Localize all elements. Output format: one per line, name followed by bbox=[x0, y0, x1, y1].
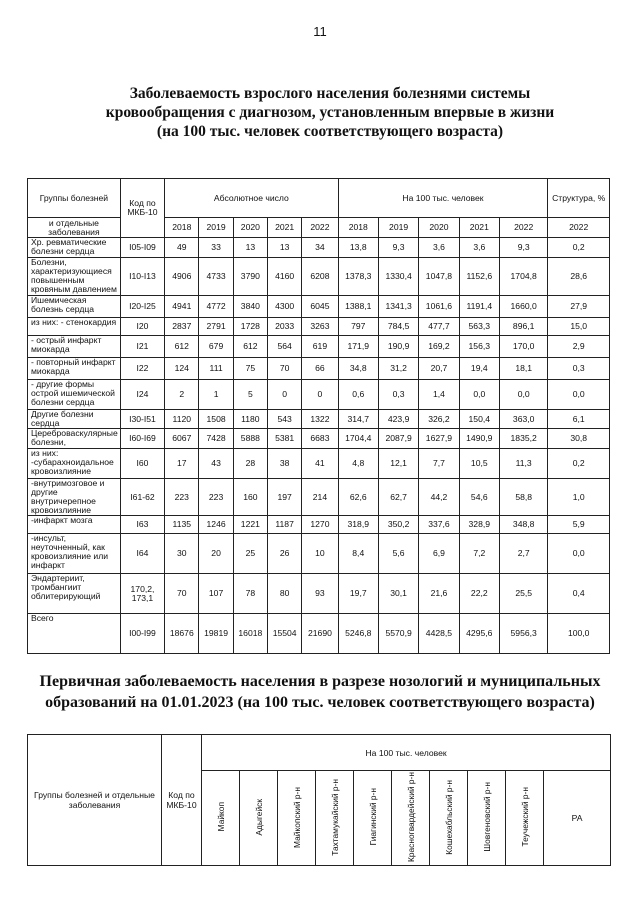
absolute-value-cell: 43 bbox=[199, 449, 233, 479]
municipality-label: Адыгейск bbox=[253, 798, 264, 836]
absolute-value-cell: 5888 bbox=[233, 429, 267, 449]
municipality-label: РА bbox=[571, 813, 583, 823]
absolute-value-cell: 13 bbox=[268, 238, 302, 258]
rate-value-cell: 19,4 bbox=[459, 358, 499, 380]
rate-value-cell: 328,9 bbox=[459, 516, 499, 534]
rate-value-cell: 31,2 bbox=[378, 358, 418, 380]
icd-code-cell: I05-I09 bbox=[120, 238, 164, 258]
page-number: 11 bbox=[313, 24, 327, 39]
absolute-value-cell: 1322 bbox=[302, 410, 338, 429]
absolute-value-cell: 6067 bbox=[165, 429, 199, 449]
table2-title bbox=[30, 671, 610, 713]
absolute-value-cell: 1508 bbox=[199, 410, 233, 429]
absolute-value-cell: 612 bbox=[233, 336, 267, 358]
table-row bbox=[28, 358, 610, 380]
rate-value-cell: 20,7 bbox=[419, 358, 459, 380]
municipality-header bbox=[468, 771, 506, 866]
municipality-label: Шовгеновский р-н bbox=[481, 782, 492, 852]
rate-value-cell: 1490,9 bbox=[459, 429, 499, 449]
rate-value-cell: 30,1 bbox=[378, 574, 418, 614]
icd-code-cell: I60 bbox=[120, 449, 164, 479]
absolute-value-cell: 0 bbox=[268, 380, 302, 410]
absolute-value-cell: 4733 bbox=[199, 258, 233, 296]
rate-value-cell: 784,5 bbox=[378, 318, 418, 336]
rate-value-cell: 1061,6 bbox=[419, 296, 459, 318]
icd-code-cell: I22 bbox=[120, 358, 164, 380]
structure-value-cell: 0,3 bbox=[548, 358, 610, 380]
municipality-header bbox=[392, 771, 430, 866]
disease-name-cell: Цереброваскулярные болезни, bbox=[28, 429, 121, 449]
absolute-value-cell: 3790 bbox=[233, 258, 267, 296]
disease-name-cell: Ишемическая болезнь сердца bbox=[28, 296, 121, 318]
absolute-value-cell: 4160 bbox=[268, 258, 302, 296]
absolute-value-cell: 26 bbox=[268, 534, 302, 574]
year-cell: 2019 bbox=[378, 218, 418, 238]
disease-name-cell: Другие болезни сердца bbox=[28, 410, 121, 429]
disease-name-cell: Болезни, характеризующиеся повышенным кровяным давлением bbox=[28, 258, 121, 296]
rate-value-cell: 3,6 bbox=[459, 238, 499, 258]
rate-value-cell: 22,2 bbox=[459, 574, 499, 614]
structure-value-cell: 6,1 bbox=[548, 410, 610, 429]
disease-name-cell: - другие формы острой ишемической болезни сердца bbox=[28, 380, 121, 410]
absolute-value-cell: 80 bbox=[268, 574, 302, 614]
table-row bbox=[28, 318, 610, 336]
absolute-value-cell: 49 bbox=[165, 238, 199, 258]
absolute-value-cell: 70 bbox=[165, 574, 199, 614]
header-groups: Группы болезней bbox=[28, 179, 121, 218]
rate-value-cell: 477,7 bbox=[419, 318, 459, 336]
icd-code-cell: I24 bbox=[120, 380, 164, 410]
structure-value-cell: 30,8 bbox=[548, 429, 610, 449]
municipality-header bbox=[316, 771, 354, 866]
header-structure: Структура, % bbox=[548, 179, 610, 218]
rate-value-cell: 1704,4 bbox=[338, 429, 378, 449]
rate-value-cell: 1,4 bbox=[419, 380, 459, 410]
disease-name-cell: Всего bbox=[28, 614, 121, 654]
absolute-value-cell: 2837 bbox=[165, 318, 199, 336]
table-row bbox=[28, 380, 610, 410]
rate-value-cell: 5,6 bbox=[378, 534, 418, 574]
year-cell: 2022 bbox=[548, 218, 610, 238]
table-row bbox=[28, 449, 610, 479]
absolute-value-cell: 5381 bbox=[268, 429, 302, 449]
rate-value-cell: 337,6 bbox=[419, 516, 459, 534]
absolute-value-cell: 78 bbox=[233, 574, 267, 614]
structure-value-cell: 15,0 bbox=[548, 318, 610, 336]
rate-value-cell: 1835,2 bbox=[499, 429, 547, 449]
year-cell: 2020 bbox=[419, 218, 459, 238]
absolute-value-cell: 28 bbox=[233, 449, 267, 479]
rate-value-cell: 350,2 bbox=[378, 516, 418, 534]
absolute-value-cell: 4906 bbox=[165, 258, 199, 296]
rate-value-cell: 1660,0 bbox=[499, 296, 547, 318]
rate-value-cell: 150,4 bbox=[459, 410, 499, 429]
rate-value-cell: 1704,8 bbox=[499, 258, 547, 296]
municipality-label: Тахтамукайский р-н bbox=[329, 778, 340, 856]
municipality-header bbox=[278, 771, 316, 866]
rate-value-cell: 4,8 bbox=[338, 449, 378, 479]
table-row bbox=[28, 516, 610, 534]
absolute-value-cell: 1187 bbox=[268, 516, 302, 534]
disease-name-cell: - острый инфаркт миокарда bbox=[28, 336, 121, 358]
rate-value-cell: 12,1 bbox=[378, 449, 418, 479]
rate-value-cell: 1191,4 bbox=[459, 296, 499, 318]
rate-value-cell: 0,6 bbox=[338, 380, 378, 410]
absolute-value-cell: 1120 bbox=[165, 410, 199, 429]
rate-value-cell: 5246,8 bbox=[338, 614, 378, 654]
rate-value-cell: 423,9 bbox=[378, 410, 418, 429]
absolute-value-cell: 5 bbox=[233, 380, 267, 410]
table-row bbox=[28, 429, 610, 449]
rate-value-cell: 348,8 bbox=[499, 516, 547, 534]
absolute-value-cell: 20 bbox=[199, 534, 233, 574]
header-per100k: На 100 тыс. человек bbox=[338, 179, 548, 218]
rate-value-cell: 2,7 bbox=[499, 534, 547, 574]
rate-value-cell: 21,6 bbox=[419, 574, 459, 614]
absolute-value-cell: 15504 bbox=[268, 614, 302, 654]
absolute-value-cell: 16018 bbox=[233, 614, 267, 654]
absolute-value-cell: 38 bbox=[268, 449, 302, 479]
municipality-label: Гиагинский р-н bbox=[367, 788, 378, 846]
structure-value-cell: 27,9 bbox=[548, 296, 610, 318]
disease-incidence-table bbox=[27, 178, 610, 654]
rate-value-cell: 25,5 bbox=[499, 574, 547, 614]
absolute-value-cell: 0 bbox=[302, 380, 338, 410]
structure-value-cell: 28,6 bbox=[548, 258, 610, 296]
structure-value-cell: 0,4 bbox=[548, 574, 610, 614]
table-row bbox=[28, 258, 610, 296]
rate-value-cell: 5570,9 bbox=[378, 614, 418, 654]
structure-value-cell: 0,2 bbox=[548, 449, 610, 479]
absolute-value-cell: 1 bbox=[199, 380, 233, 410]
absolute-value-cell: 4941 bbox=[165, 296, 199, 318]
table1-title bbox=[60, 84, 600, 141]
absolute-value-cell: 679 bbox=[199, 336, 233, 358]
absolute-value-cell: 1728 bbox=[233, 318, 267, 336]
absolute-value-cell: 619 bbox=[302, 336, 338, 358]
icd-code-cell: I00-I99 bbox=[120, 614, 164, 654]
icd-code-cell: I64 bbox=[120, 534, 164, 574]
rate-value-cell: 1330,4 bbox=[378, 258, 418, 296]
table1-title-line: (на 100 тыс. человек соответствующего возраста) bbox=[156, 123, 504, 140]
absolute-value-cell: 10 bbox=[302, 534, 338, 574]
disease-name-cell: из них: -субарахноидальное кровоизлияние bbox=[28, 449, 121, 479]
absolute-value-cell: 543 bbox=[268, 410, 302, 429]
absolute-value-cell: 223 bbox=[199, 479, 233, 516]
rate-value-cell: 1388,1 bbox=[338, 296, 378, 318]
rate-value-cell: 10,5 bbox=[459, 449, 499, 479]
header-absolute: Абсолютное число bbox=[165, 179, 338, 218]
rate-value-cell: 0,3 bbox=[378, 380, 418, 410]
year-cell: 2021 bbox=[459, 218, 499, 238]
rate-value-cell: 156,3 bbox=[459, 336, 499, 358]
rate-value-cell: 314,7 bbox=[338, 410, 378, 429]
icd-code-cell: I20-I25 bbox=[120, 296, 164, 318]
rate-value-cell: 18,1 bbox=[499, 358, 547, 380]
year-cell: 2018 bbox=[165, 218, 199, 238]
municipality-header bbox=[240, 771, 278, 866]
absolute-value-cell: 13 bbox=[233, 238, 267, 258]
year-cell: 2018 bbox=[338, 218, 378, 238]
absolute-value-cell: 34 bbox=[302, 238, 338, 258]
absolute-value-cell: 6208 bbox=[302, 258, 338, 296]
absolute-value-cell: 3840 bbox=[233, 296, 267, 318]
year-cell: 2021 bbox=[268, 218, 302, 238]
icd-code-cell: I30-I51 bbox=[120, 410, 164, 429]
absolute-value-cell: 66 bbox=[302, 358, 338, 380]
year-cell: 2019 bbox=[199, 218, 233, 238]
absolute-value-cell: 1221 bbox=[233, 516, 267, 534]
absolute-value-cell: 33 bbox=[199, 238, 233, 258]
year-cell: 2022 bbox=[499, 218, 547, 238]
rate-value-cell: 169,2 bbox=[419, 336, 459, 358]
table2-title-line: Первичная заболеваемость населения в разрезе нозологий и муниципальных bbox=[39, 673, 601, 690]
rate-value-cell: 19,7 bbox=[338, 574, 378, 614]
absolute-value-cell: 25 bbox=[233, 534, 267, 574]
municipality-header bbox=[202, 771, 240, 866]
absolute-value-cell: 41 bbox=[302, 449, 338, 479]
absolute-value-cell: 70 bbox=[268, 358, 302, 380]
rate-value-cell: 1152,6 bbox=[459, 258, 499, 296]
disease-name-cell: Эндартериит, тромбангиит облитерирующий bbox=[28, 574, 121, 614]
rate-value-cell: 44,2 bbox=[419, 479, 459, 516]
table-row bbox=[28, 534, 610, 574]
absolute-value-cell: 160 bbox=[233, 479, 267, 516]
rate-value-cell: 13,8 bbox=[338, 238, 378, 258]
disease-name-cell: из них: - стенокардия bbox=[28, 318, 121, 336]
absolute-value-cell: 18676 bbox=[165, 614, 199, 654]
rate-value-cell: 318,9 bbox=[338, 516, 378, 534]
absolute-value-cell: 111 bbox=[199, 358, 233, 380]
rate-value-cell: 6,9 bbox=[419, 534, 459, 574]
year-cell: 2020 bbox=[233, 218, 267, 238]
rate-value-cell: 170,0 bbox=[499, 336, 547, 358]
disease-name-cell: - повторный инфаркт миокарда bbox=[28, 358, 121, 380]
absolute-value-cell: 2 bbox=[165, 380, 199, 410]
icd-code-cell: I60-I69 bbox=[120, 429, 164, 449]
rate-value-cell: 9,3 bbox=[378, 238, 418, 258]
municipality-header bbox=[430, 771, 468, 866]
absolute-value-cell: 2033 bbox=[268, 318, 302, 336]
icd-code-cell: I61-62 bbox=[120, 479, 164, 516]
table-row bbox=[28, 410, 610, 429]
disease-name-cell: -внутримозговое и другие внутричерепное кровоизлияние bbox=[28, 479, 121, 516]
absolute-value-cell: 564 bbox=[268, 336, 302, 358]
rate-value-cell: 190,9 bbox=[378, 336, 418, 358]
rate-value-cell: 62,7 bbox=[378, 479, 418, 516]
absolute-value-cell: 223 bbox=[165, 479, 199, 516]
municipality-label: Красногвардейский р-н bbox=[405, 771, 416, 863]
absolute-value-cell: 30 bbox=[165, 534, 199, 574]
rate-value-cell: 54,6 bbox=[459, 479, 499, 516]
rate-value-cell: 326,2 bbox=[419, 410, 459, 429]
rate-value-cell: 563,3 bbox=[459, 318, 499, 336]
rate-value-cell: 7,7 bbox=[419, 449, 459, 479]
absolute-value-cell: 214 bbox=[302, 479, 338, 516]
rate-value-cell: 1047,8 bbox=[419, 258, 459, 296]
table-row bbox=[28, 614, 610, 654]
absolute-value-cell: 93 bbox=[302, 574, 338, 614]
absolute-value-cell: 17 bbox=[165, 449, 199, 479]
table2-title-line: образований на 01.01.2023 (на 100 тыс. человек соответствующего возраста) bbox=[45, 694, 595, 711]
structure-value-cell: 100,0 bbox=[548, 614, 610, 654]
rate-value-cell: 62,6 bbox=[338, 479, 378, 516]
absolute-value-cell: 21690 bbox=[302, 614, 338, 654]
municipality-label: Кошехабльский р-н bbox=[443, 779, 454, 855]
municipality-header bbox=[354, 771, 392, 866]
municipality-header bbox=[506, 771, 544, 866]
rate-value-cell: 7,2 bbox=[459, 534, 499, 574]
rate-value-cell: 797 bbox=[338, 318, 378, 336]
absolute-value-cell: 6683 bbox=[302, 429, 338, 449]
icd-code-cell: I63 bbox=[120, 516, 164, 534]
structure-value-cell: 0,0 bbox=[548, 534, 610, 574]
t2-header-per100k: На 100 тыс. человек bbox=[202, 735, 611, 771]
t2-header-code: Код по МКБ-10 bbox=[162, 735, 202, 866]
structure-value-cell: 5,9 bbox=[548, 516, 610, 534]
disease-name-cell: Хр. ревматические болезни сердца bbox=[28, 238, 121, 258]
icd-code-cell: I20 bbox=[120, 318, 164, 336]
municipality-header bbox=[544, 771, 611, 866]
rate-value-cell: 5956,3 bbox=[499, 614, 547, 654]
absolute-value-cell: 1270 bbox=[302, 516, 338, 534]
rate-value-cell: 0,0 bbox=[459, 380, 499, 410]
absolute-value-cell: 1180 bbox=[233, 410, 267, 429]
rate-value-cell: 4428,5 bbox=[419, 614, 459, 654]
absolute-value-cell: 4300 bbox=[268, 296, 302, 318]
rate-value-cell: 4295,6 bbox=[459, 614, 499, 654]
rate-value-cell: 1627,9 bbox=[419, 429, 459, 449]
header-groups-sub: и отдельные заболевания bbox=[28, 218, 121, 238]
year-cell: 2022 bbox=[302, 218, 338, 238]
municipality-label: Теучежский р-н bbox=[519, 787, 530, 847]
absolute-value-cell: 124 bbox=[165, 358, 199, 380]
header-code: Код по МКБ-10 bbox=[120, 179, 164, 238]
structure-value-cell: 0,0 bbox=[548, 380, 610, 410]
absolute-value-cell: 2791 bbox=[199, 318, 233, 336]
absolute-value-cell: 612 bbox=[165, 336, 199, 358]
table-row bbox=[28, 238, 610, 258]
absolute-value-cell: 1135 bbox=[165, 516, 199, 534]
absolute-value-cell: 197 bbox=[268, 479, 302, 516]
structure-value-cell: 0,2 bbox=[548, 238, 610, 258]
table1-title-line: Заболеваемость взрослого населения болезнями системы bbox=[129, 85, 531, 102]
icd-code-cell: I10-I13 bbox=[120, 258, 164, 296]
rate-value-cell: 34,8 bbox=[338, 358, 378, 380]
table-row bbox=[28, 336, 610, 358]
absolute-value-cell: 1246 bbox=[199, 516, 233, 534]
icd-code-cell: 170,2, 173,1 bbox=[120, 574, 164, 614]
table1-title-line: кровообращения с диагнозом, установленным впервые в жизни bbox=[105, 104, 555, 121]
t2-header-groups: Группы болезней и отдельные заболевания bbox=[28, 735, 162, 866]
rate-value-cell: 171,9 bbox=[338, 336, 378, 358]
municipality-label: Майкоп bbox=[215, 802, 226, 832]
absolute-value-cell: 3263 bbox=[302, 318, 338, 336]
disease-name-cell: -инсульт, неуточненный, как кровоизлияние или инфаркт bbox=[28, 534, 121, 574]
rate-value-cell: 0,0 bbox=[499, 380, 547, 410]
disease-name-cell: -инфаркт мозга bbox=[28, 516, 121, 534]
rate-value-cell: 9,3 bbox=[499, 238, 547, 258]
rate-value-cell: 11,3 bbox=[499, 449, 547, 479]
absolute-value-cell: 4772 bbox=[199, 296, 233, 318]
rate-value-cell: 363,0 bbox=[499, 410, 547, 429]
rate-value-cell: 2087,9 bbox=[378, 429, 418, 449]
rate-value-cell: 8,4 bbox=[338, 534, 378, 574]
table-row bbox=[28, 479, 610, 516]
table-row bbox=[28, 296, 610, 318]
rate-value-cell: 1341,3 bbox=[378, 296, 418, 318]
absolute-value-cell: 6045 bbox=[302, 296, 338, 318]
municipal-incidence-table bbox=[27, 734, 611, 866]
table-row bbox=[28, 574, 610, 614]
municipality-label: Майкопский р-н bbox=[291, 786, 302, 848]
structure-value-cell: 2,9 bbox=[548, 336, 610, 358]
absolute-value-cell: 75 bbox=[233, 358, 267, 380]
rate-value-cell: 3,6 bbox=[419, 238, 459, 258]
absolute-value-cell: 107 bbox=[199, 574, 233, 614]
absolute-value-cell: 7428 bbox=[199, 429, 233, 449]
rate-value-cell: 896,1 bbox=[499, 318, 547, 336]
rate-value-cell: 58,8 bbox=[499, 479, 547, 516]
rate-value-cell: 1378,3 bbox=[338, 258, 378, 296]
structure-value-cell: 1,0 bbox=[548, 479, 610, 516]
icd-code-cell: I21 bbox=[120, 336, 164, 358]
absolute-value-cell: 19819 bbox=[199, 614, 233, 654]
